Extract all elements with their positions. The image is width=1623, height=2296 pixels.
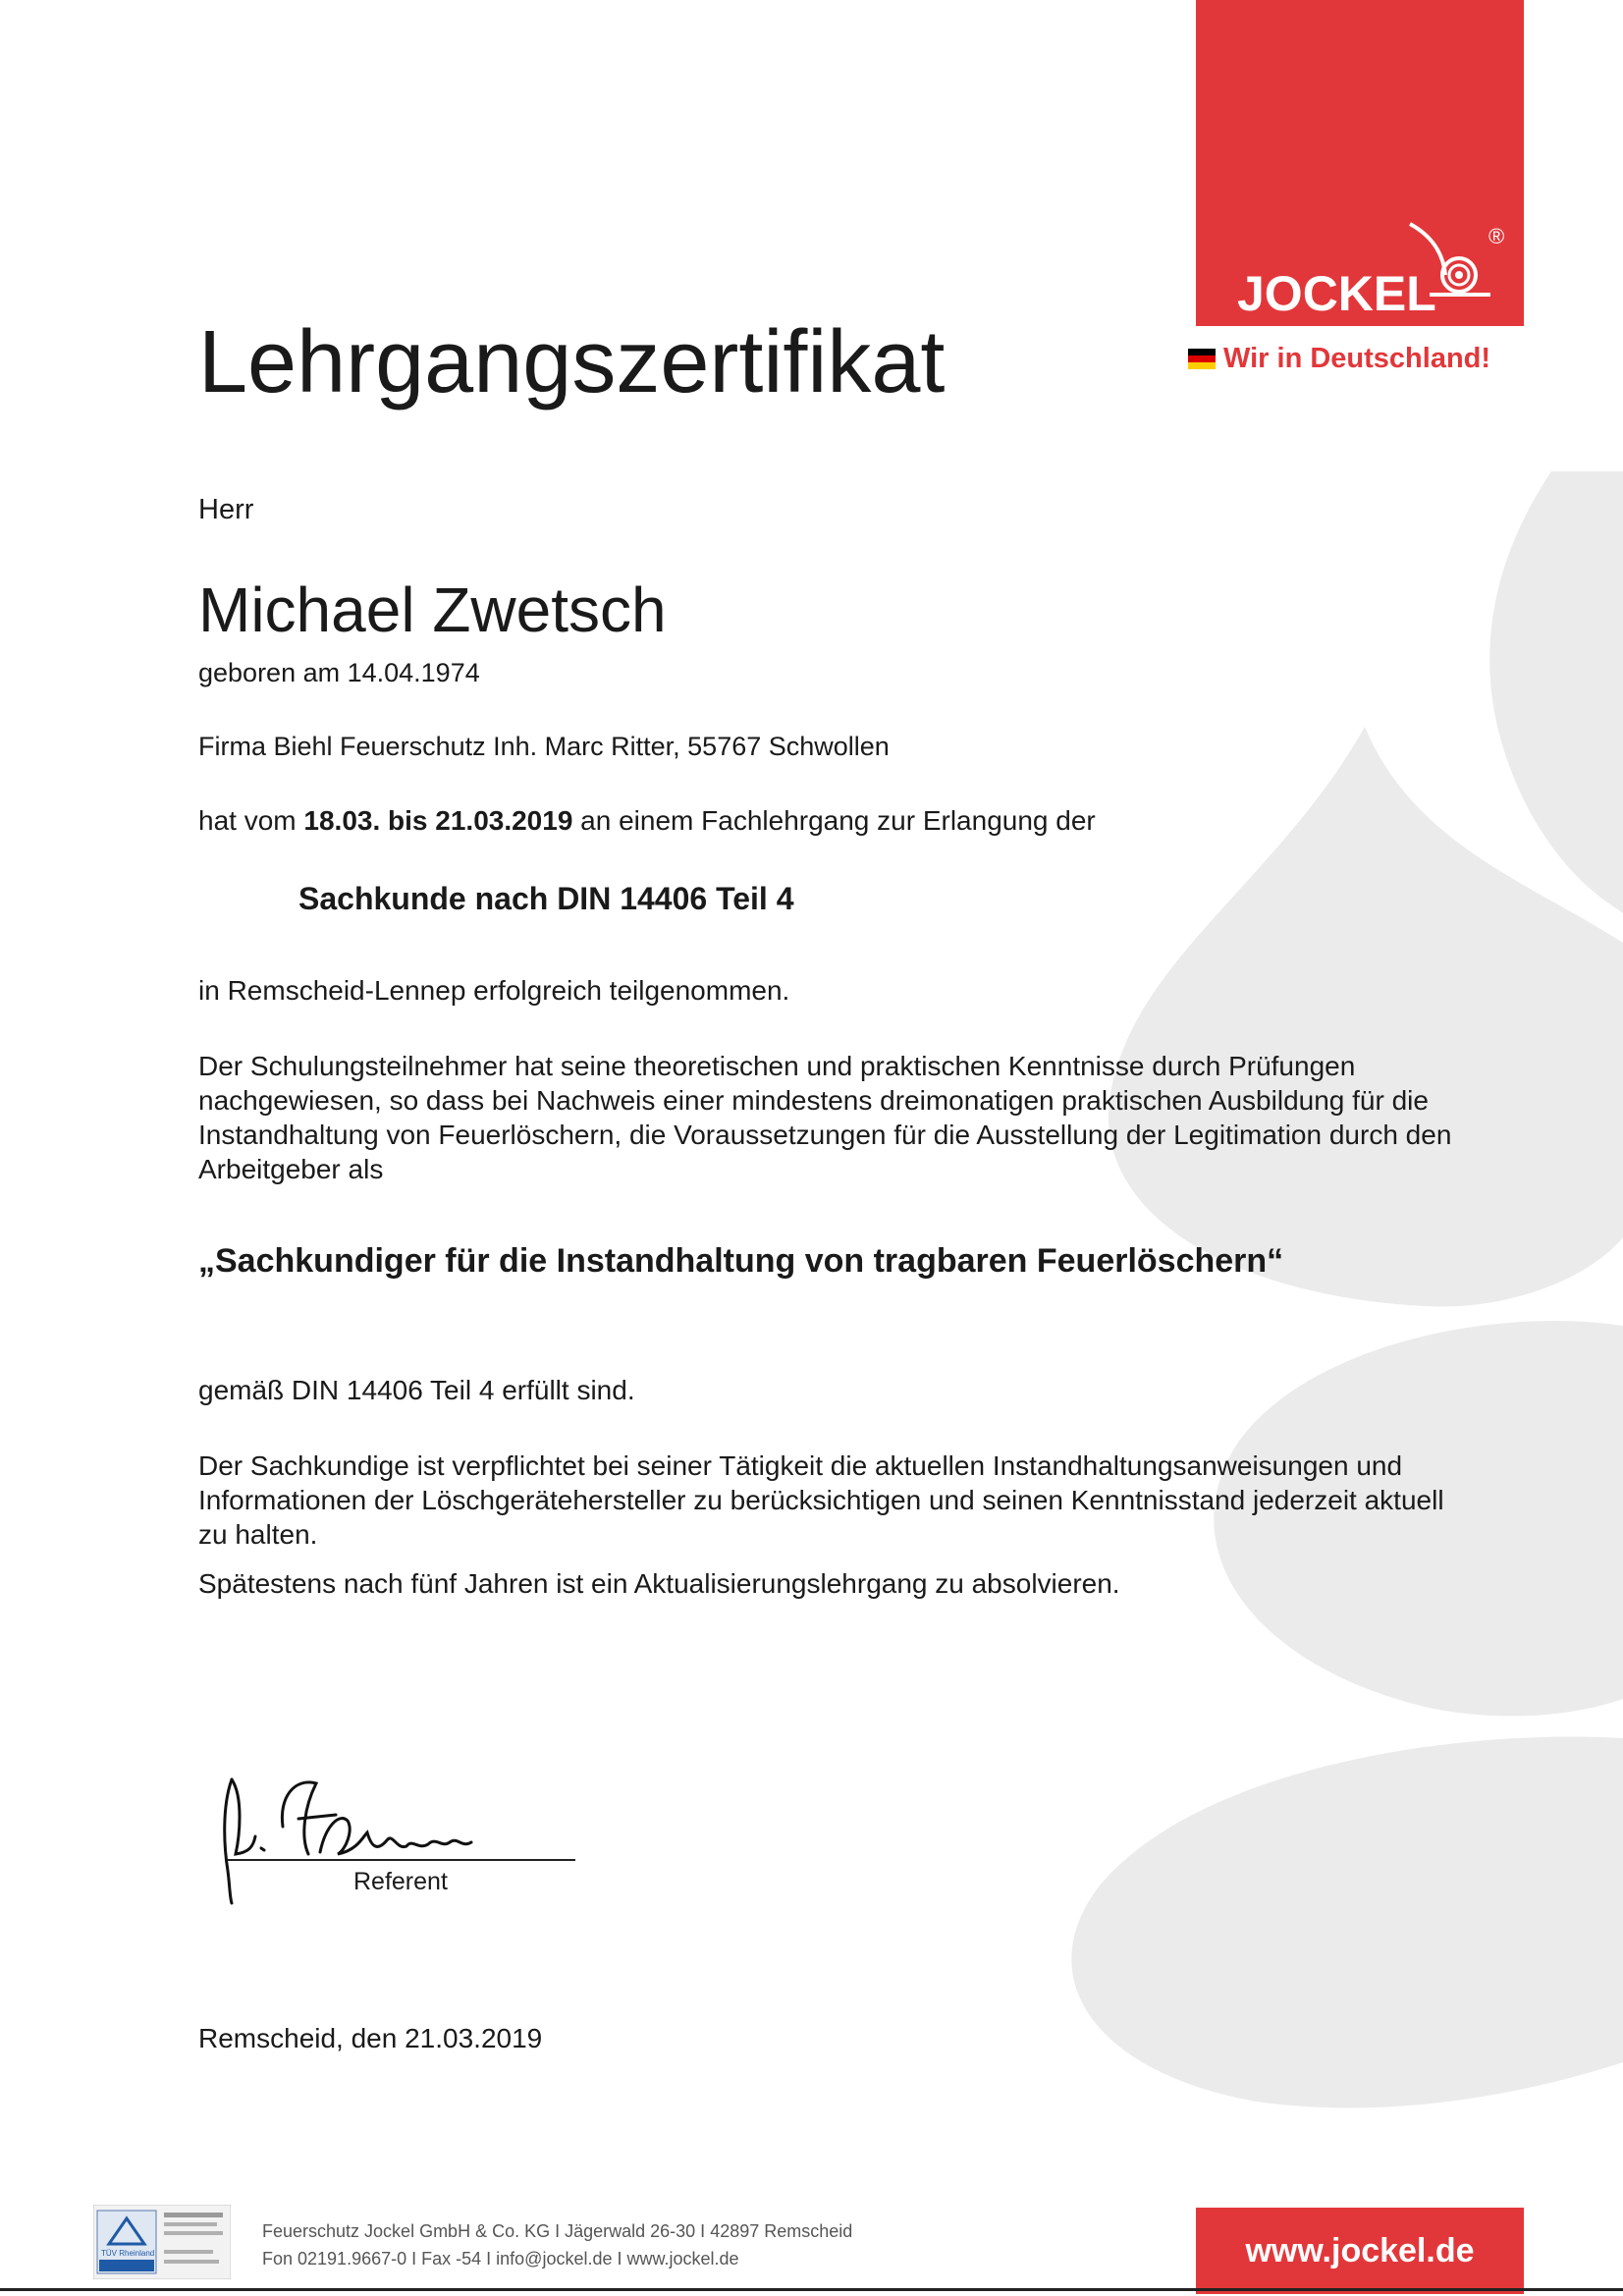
registered-mark: ® [1488, 224, 1505, 248]
tuv-certification-badge [93, 2205, 231, 2279]
course-title: Sachkunde nach DIN 14406 Teil 4 [298, 881, 794, 916]
footer-company-address: Feuerschutz Jockel GmbH & Co. KG I Jägerwald 26-30 I 42897 Remscheid [262, 2221, 853, 2241]
assessment-paragraph: Der Schulungsteilnehmer hat seine theoretischen und praktischen Kenntnisse durch Prüfungen nachgewiesen, so dass bei Nachweis einer mindestens dreimonatigen praktischen Ausbildung für die Instandhaltung von Feuerlöschern, die Voraussetzungen für die Ausstellung der Legitimation durch den Arbeitgeber als [198, 1051, 1452, 1184]
footer-contact: Fon 02191.9667-0 I Fax -54 I info@jockel.de I www.jockel.de [262, 2249, 739, 2269]
course-dates-line: hat vom 18.03. bis 21.03.2019 an einem Fachlehrgang zur Erlangung der [198, 805, 1096, 836]
course-end-date: 21.03.2019 [435, 805, 573, 836]
jockel-logo [1196, 0, 1524, 326]
qualification-title: „Sachkundiger für die Instandhaltung von tragbaren Feuerlöschern“ [198, 1242, 1284, 1280]
location-line: in Remscheid-Lennep erfolgreich teilgenommen. [198, 975, 790, 1006]
obligation-paragraph: Der Sachkundige ist verpflichtet bei seiner Tätigkeit die aktuellen Instandhaltungsanweisungen und Informationen der Löschgerätehersteller zu berücksichtigen und seinen Kenntnisstand jederzeit aktuell zu halten. [198, 1450, 1444, 1550]
footer-website-link[interactable]: www.jockel.de [1245, 2231, 1475, 2269]
date-of-birth: geboren am 14.04.1974 [198, 658, 480, 687]
refresher-note: Spätestens nach fünf Jahren ist ein Aktualisierungslehrgang zu absolvieren. [198, 1568, 1120, 1599]
recipient-name: Michael Zwetsch [198, 574, 667, 645]
signer-role: Referent [353, 1868, 448, 1895]
place-and-date: Remscheid, den 21.03.2019 [198, 2023, 543, 2053]
bottom-rule [0, 2288, 1623, 2291]
signature-line [228, 1859, 575, 1861]
tagline-text: Wir in Deutschland! [1223, 342, 1491, 374]
certificate-title: Lehrgangszertifikat [198, 313, 946, 411]
german-flag-icon [1188, 349, 1216, 369]
recipient-company: Firma Biehl Feuerschutz Inh. Marc Ritter, 55767 Schwollen [198, 732, 890, 761]
salutation: Herr [198, 494, 254, 525]
footer-website-banner [1196, 2208, 1524, 2294]
tuv-badge-label: TÜV Rheinland [101, 2249, 155, 2258]
brand-tagline [1188, 339, 1532, 378]
standard-line: gemäß DIN 14406 Teil 4 erfüllt sind. [198, 1375, 635, 1405]
logo-wordmark: JOCKEL [1237, 266, 1436, 321]
brand-panel [1196, 0, 1524, 326]
course-start-date: 18.03. [303, 805, 381, 836]
